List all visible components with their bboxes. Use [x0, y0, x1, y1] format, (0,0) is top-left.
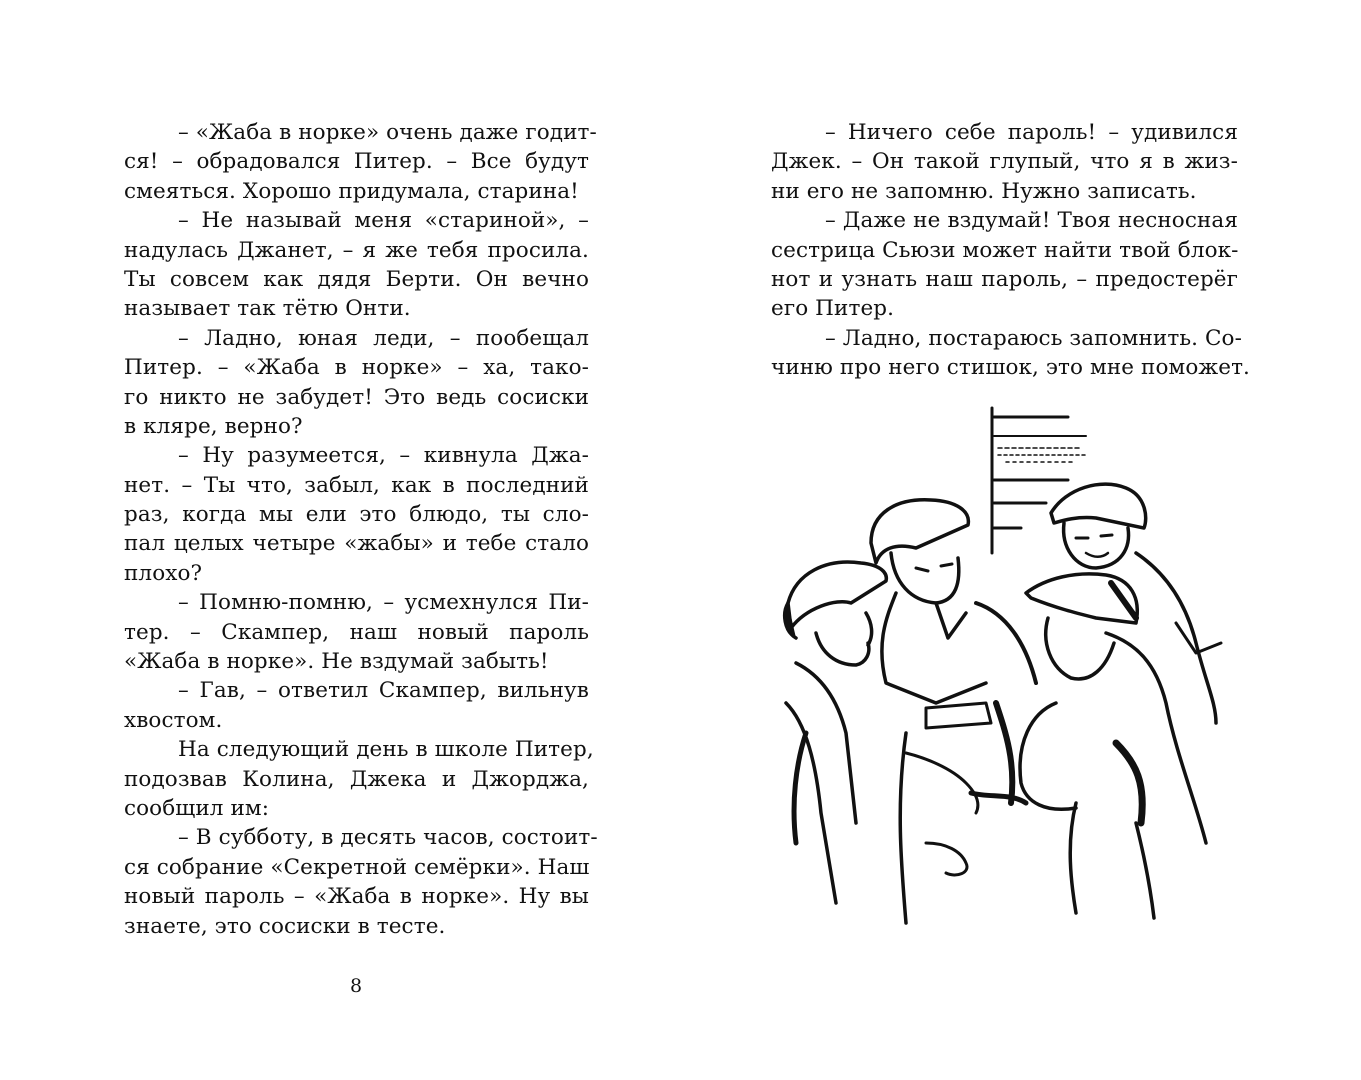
left-page-text — [124, 118, 598, 941]
text-line: чиню про него стишок, это мне поможет. — [771, 355, 1250, 381]
text-line: плохо? — [124, 560, 203, 586]
text-line: На следующий день в школе Питер, — [178, 737, 594, 763]
illustration-boys-in-caps — [776, 403, 1242, 928]
text-line: хвостом. — [124, 707, 223, 733]
hands — [906, 703, 1026, 875]
text-line: его Питер. — [771, 296, 895, 322]
text-line: подозвав Колина, Джека и Джорджа, — [124, 766, 589, 792]
text-line: – Гав, – ответил Скампер, вильнув — [178, 678, 589, 704]
text-line: Питер. – «Жаба в норке» – ха, тако- — [124, 355, 589, 381]
text-line: Ты совсем как дядя Берти. Он вечно — [124, 266, 589, 292]
notice-board — [992, 408, 1088, 553]
text-line: ся собрание «Секретной семёрки». Наш — [124, 854, 590, 880]
text-line: в кляре, верно? — [124, 413, 303, 439]
right-page-text — [771, 118, 1250, 383]
text-line: нот и узнать наш пароль, – предостерёг — [771, 266, 1238, 292]
text-line: – Не называй меня «стариной», – — [178, 208, 589, 234]
text-line: «Жаба в норке». Не вздумай забыть! — [124, 649, 549, 675]
text-line: – Помню-помню, – усмехнулся Пи- — [178, 590, 589, 616]
text-line: – Ладно, постараюсь запомнить. Со- — [825, 325, 1242, 351]
boy-left — [785, 562, 887, 903]
text-line: сестрица Сьюзи может найти твой блок- — [771, 237, 1239, 263]
text-line: новый пароль – «Жаба в норке». Ну вы — [124, 884, 589, 910]
text-line: пал целых четыре «жабы» и тебе стало — [124, 531, 589, 557]
text-line: ся! – обрадовался Питер. – Все будут — [124, 149, 589, 175]
text-line: смеяться. Хорошо придумала, старина! — [124, 178, 579, 204]
text-line: ни его не запомню. Нужно записать. — [771, 178, 1197, 204]
text-line: – Даже не вздумай! Твоя несносная — [825, 208, 1238, 234]
text-line: называет так тётю Онти. — [124, 296, 411, 322]
boy-center — [871, 500, 1036, 923]
text-line: раз, когда мы ели это блюдо, ты сло- — [124, 502, 589, 528]
text-line: тер. – Скампер, наш новый пароль — [124, 619, 589, 645]
text-line: – Ну разумеется, – кивнула Джа- — [178, 443, 589, 469]
text-line: надулась Джанет, – я же тебя просила. — [124, 237, 589, 263]
text-line: – Ничего себе пароль! – удивился — [825, 120, 1238, 145]
text-line: – Ладно, юная леди, – пообещал — [178, 325, 589, 351]
text-line: нет. – Ты что, забыл, как в последний — [124, 472, 589, 498]
text-line: – В субботу, в десять часов, состоит- — [178, 825, 598, 851]
text-line: – «Жаба в норке» очень даже годит- — [178, 120, 597, 145]
page-number: 8 — [349, 975, 363, 997]
text-line: сообщил им: — [124, 795, 270, 821]
text-line: Джек. – Он такой глупый, что я в жиз- — [771, 149, 1238, 175]
text-line: го никто не забудет! Это ведь сосиски — [124, 384, 589, 410]
illustration-drawing — [776, 403, 1242, 928]
text-line: знаете, это сосиски в тесте. — [124, 913, 446, 939]
